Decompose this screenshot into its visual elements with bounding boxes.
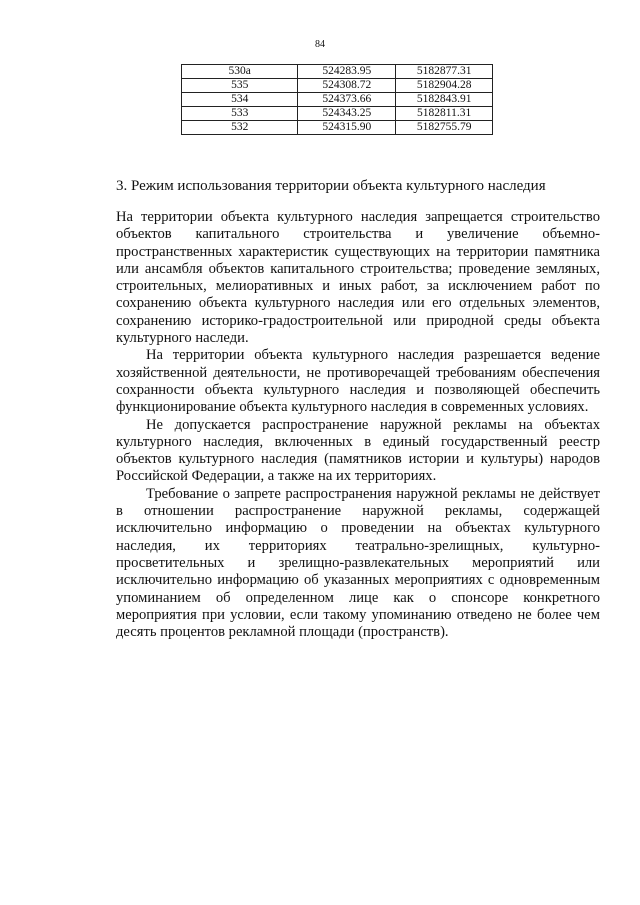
- x-coordinate-cell: 524315.90: [298, 121, 396, 135]
- table-row: [182, 121, 493, 135]
- point-number-cell: 535: [182, 79, 298, 93]
- section-body: [116, 209, 600, 641]
- coordinates-table: [181, 64, 493, 135]
- x-coordinate-cell: 524373.66: [298, 93, 396, 107]
- x-coordinate-cell: 524283.95: [298, 65, 396, 79]
- paragraph-advertising-exception: Требование о запрете распространения наружной рекламы не действует в отношении распространение наружной рекламы, содержащей исключительно информацию о проведении на объектах культурного наследия, их территориях театрально-зрелищных, культурно-просветительных и зрелищно-развлекательных мероприятий или исключительно информацию об указанных мероприятиях с одновременным упоминанием об определенном лице как о спонсоре конкретного мероприятия при условии, если такому упоминанию отведено не более чем десять процентов рекламной площади (пространств).: [116, 485, 600, 641]
- section-heading: 3. Режим использования территории объекта культурного наследия: [116, 178, 546, 194]
- point-number-cell: 534: [182, 93, 298, 107]
- paragraph-advertising-ban: Не допускается распространение наружной рекламы на объектах культурного наследия, включенных в единый государственный реестр объектов культурного наследия (памятников истории и культуры) народов Российской Федерации, а также на их территориях.: [116, 416, 600, 485]
- paragraph-prohibition: На территории объекта культурного наследия запрещается строительство объектов капитального строительства и увеличение объемно-пространственных характеристик существующих на территории памятника или ансамбля объектов капитального строительства; проведение земляных, строительных, мелиоративных и иных работ, за исключением работ по сохранению объекта культурного наследия или его отдельных элементов, сохранению историко-градостроительной или природной среды объекта культурного наследи.: [116, 209, 600, 347]
- y-coordinate-cell: 5182877.31: [396, 65, 493, 79]
- page-number: 84: [315, 39, 325, 50]
- point-number-cell: 533: [182, 107, 298, 121]
- table-row: [182, 107, 493, 121]
- point-number-cell: 530а: [182, 65, 298, 79]
- x-coordinate-cell: 524343.25: [298, 107, 396, 121]
- y-coordinate-cell: 5182843.91: [396, 93, 493, 107]
- table-row: [182, 79, 493, 93]
- x-coordinate-cell: 524308.72: [298, 79, 396, 93]
- y-coordinate-cell: 5182904.28: [396, 79, 493, 93]
- table-row: [182, 65, 493, 79]
- table-row: [182, 93, 493, 107]
- y-coordinate-cell: 5182755.79: [396, 121, 493, 135]
- y-coordinate-cell: 5182811.31: [396, 107, 493, 121]
- paragraph-permitted-activity: На территории объекта культурного наследия разрешается ведение хозяйственной деятельности, не противоречащей требованиям обеспечения сохранности объекта культурного наследия и позволяющей обеспечить функционирование объекта культурного наследия в современных условиях.: [116, 347, 600, 416]
- point-number-cell: 532: [182, 121, 298, 135]
